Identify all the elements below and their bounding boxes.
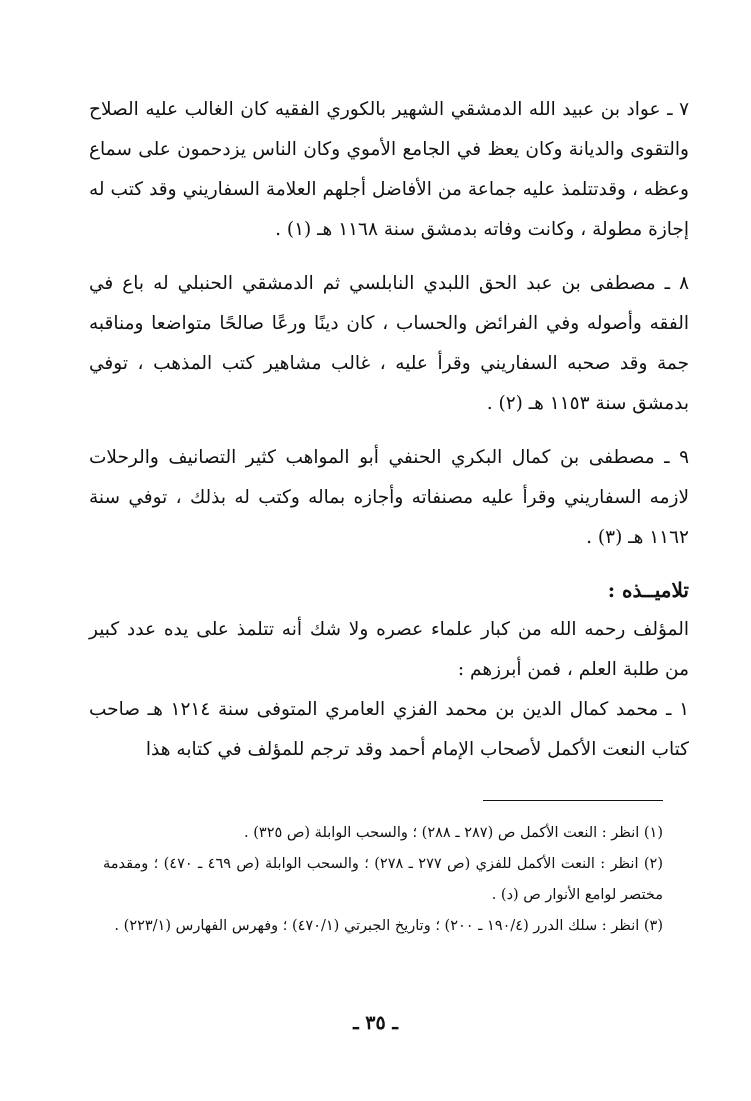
footnote-2: (٢) انظر : النعت الأكمل للفزي (ص ٢٧٧ ـ ٢٧٨) ؛ والسحب الوابلة (ص ٤٦٩ ـ ٤٧٠) ؛ ومقدمة مختصر لوامع الأنوار ص (د) . <box>103 856 663 903</box>
entry-7: ٧ ـ عواد بن عبيد الله الدمشقي الشهير بالكوري الفقيه كان الغالب عليه الصلاح والتقوى والديانة وكان يعظ في الجامع الأموي وكان الناس يزدحمون على سماع وعظه ، وقدتتلمذ عليه جماعة من الأفاضل أجلهم العلامة السفاريني وقد كتب له إجازة مطولة ، وكانت وفاته بدمشق سنة ١١٦٨ هـ (١) . <box>89 99 689 240</box>
students-intro: المؤلف رحمه الله من كبار علماء عصره ولا شك أنه تتلمذ على يده عدد كبير من طلبة العلم ، فمن أبرزهم : <box>89 619 689 680</box>
footnotes <box>103 818 663 942</box>
footnote-3: (٣) انظر : سلك الدرر (١٩٠/٤ ـ ٢٠٠) ؛ وتاريخ الجبرتي (٤٧٠/١) ؛ وفهرس الفهارس (٢٢٣/١) . <box>114 918 663 934</box>
footnote-separator <box>483 800 663 801</box>
student-1: ١ ـ محمد كمال الدين بن محمد الفزي العامري المتوفى سنة ١٢١٤ هـ صاحب كتاب النعت الأكمل لأصحاب الإمام أحمد وقد ترجم للمؤلف في كتابه هذا <box>89 699 689 760</box>
footnote-1: (١) انظر : النعت الأكمل ص (٢٨٧ ـ ٢٨٨) ؛ والسحب الوابلة (ص ٣٢٥) . <box>244 825 663 841</box>
section-heading-students: تلاميــذه : <box>607 578 689 602</box>
main-text <box>89 90 689 770</box>
page-number: ـ ٣٥ ـ <box>353 1012 398 1034</box>
entry-9: ٩ ـ مصطفى بن كمال البكري الحنفي أبو المواهب كثير التصانيف والرحلات لازمه السفاريني وقرأ عليه مصنفاته وأجازه بماله وكتب له بذلك ، توفي سنة ١١٦٢ هـ (٣) . <box>89 447 689 548</box>
entry-8: ٨ ـ مصطفى بن عبد الحق اللبدي النابلسي ثم الدمشقي الحنبلي له باع في الفقه وأصوله وفي الفرائض والحساب ، كان دينًا ورعًا صالحًا متواضعا ومناقبه جمة وقد صحبه السفاريني وقرأ عليه ، غالب مشاهير كتب المذهب ، توفي بدمشق سنة ١١٥٣ هـ (٢) . <box>89 273 689 414</box>
